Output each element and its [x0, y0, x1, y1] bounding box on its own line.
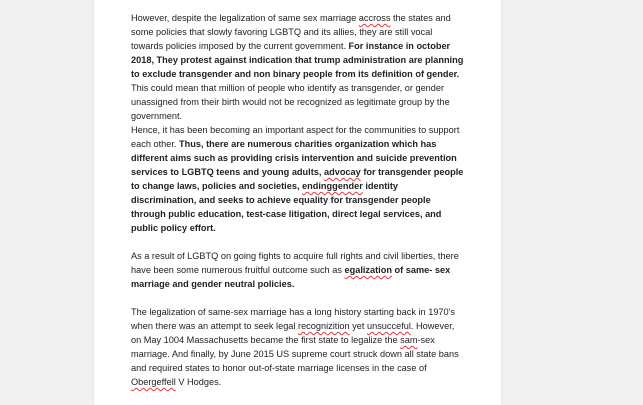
paragraph — [131, 305, 464, 389]
text-run: -sex marriage. And finally, by June 2015 US supreme court struck down all state bans and required states to honor out-of-state marriage licenses in the case of — [131, 335, 459, 373]
text-run: However, despite the legalization of same sex marriage — [131, 13, 359, 23]
misspelled-word: accross — [358, 13, 391, 23]
text-run: Hence, it has been becoming an important aspect for the communities to support each other. — [131, 125, 460, 149]
text-run: . However, on May 1004 Massachusetts became the first state to legalize the — [131, 321, 455, 345]
text-run: the states and some policies that slowly favoring LGBTQ and its allies, they are still vocal towards policies imposed by the current government. — [131, 13, 451, 51]
misspelled-word: sam — [400, 335, 418, 345]
text-run: for transgender people to change laws, policies and societies, — [131, 167, 464, 191]
text-run: As a result of LGBTQ on going fights to acquire full rights and civil liberties, there have been some numerous fruitful outcome such as — [131, 251, 459, 275]
document-body — [131, 11, 464, 389]
text-run: Thus, there are numerous charities organization which has different aims such as providing crisis intervention and suicide prevention services to LGBTQ teens and young adults, — [131, 139, 457, 177]
text-run: yet — [349, 321, 367, 331]
paragraph — [131, 249, 464, 291]
text-run: For instance in october 2018, They protest against indication that trump administration are planning to exclude transgender and non binary people from its definition of gender. — [131, 41, 464, 79]
misspelled-word: advocay — [323, 167, 361, 177]
text-run: V Hodges. — [175, 377, 222, 387]
misspelled-word: Obergeffell — [131, 377, 176, 387]
paragraph-spacer — [131, 291, 464, 305]
misspelled-word: unsucceful — [366, 321, 411, 331]
text-run: This could mean that million of people who identify as transgender, or gender unassigned from their birth would not be recognized as legitimate group by the government. — [131, 83, 450, 121]
misspelled-word: recognizition — [298, 321, 350, 331]
document-page — [94, 0, 501, 405]
misspelled-word: egalization — [344, 265, 392, 275]
paragraph-spacer — [131, 235, 464, 249]
paragraph — [131, 123, 464, 235]
text-run: identity discrimination, and seeks to achieve equality for transgender people through public education, test-case litigation, direct legal services, and public policy effort. — [131, 181, 442, 233]
misspelled-word: endinggender — [302, 181, 363, 191]
paragraph — [131, 11, 464, 123]
text-run: The legalization of same-sex marriage has a long history starting back in 1970's when there was an attempt to seek legal — [131, 307, 455, 331]
text-run: of same- sex marriage and gender neutral policies. — [131, 265, 451, 289]
